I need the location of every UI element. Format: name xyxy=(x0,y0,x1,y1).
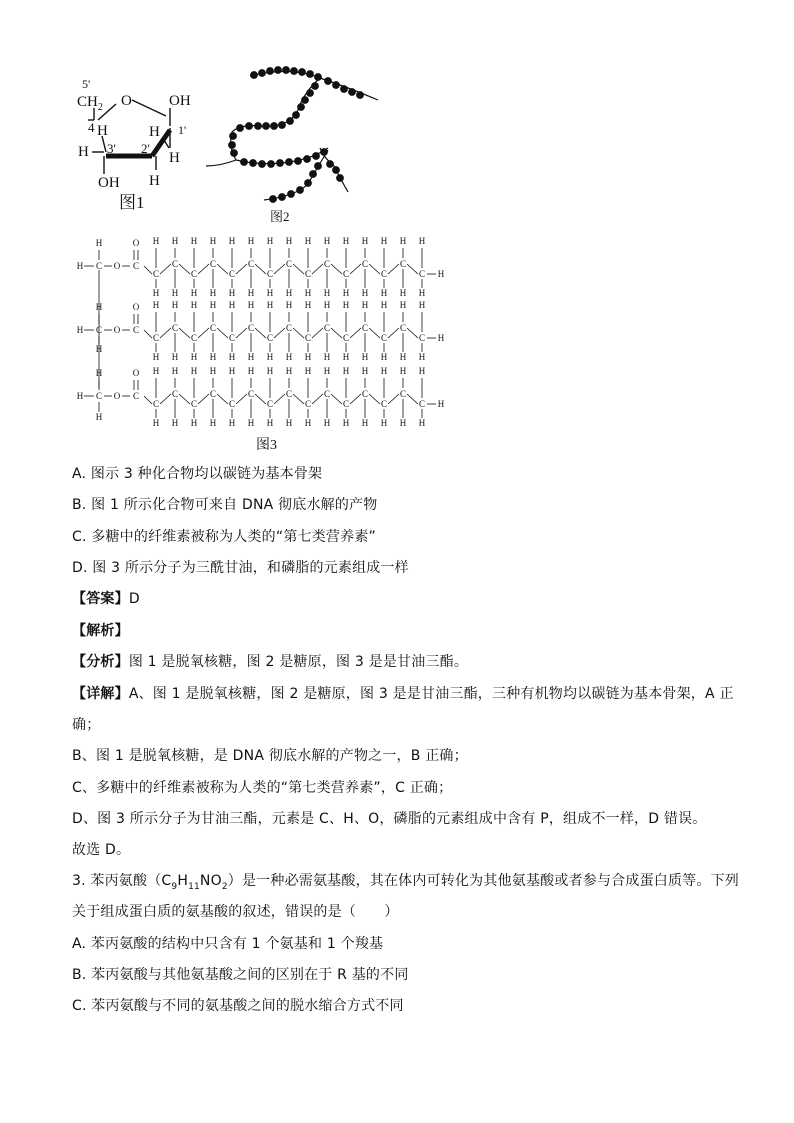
q2-option-b: B. 图 1 所示化合物可来自 DNA 彻底水解的产物 xyxy=(72,497,378,513)
chain-carbon: C xyxy=(380,333,388,343)
h-atom: H xyxy=(190,352,198,362)
chain-carbon: C xyxy=(247,389,255,399)
label-c4: 4 xyxy=(88,120,95,135)
label-oh-bottom: OH xyxy=(98,175,120,191)
q3-sub-2: 11 xyxy=(188,881,200,892)
chain-bond xyxy=(350,264,361,274)
label-c3: 3' xyxy=(107,141,116,156)
xiangjie-label: 【详解】 xyxy=(72,686,129,702)
label-h-left: H xyxy=(78,144,89,160)
q3-option-b: B. 苯丙氨酸与其他氨基酸之间的区别在于 R 基的不同 xyxy=(72,967,409,983)
chain-bond xyxy=(160,264,171,274)
chain-carbon: C xyxy=(266,399,274,409)
xiangjie-choice: 故选 D。 xyxy=(72,842,131,858)
chain-carbon: C xyxy=(209,259,217,269)
chain-bond xyxy=(179,264,190,274)
chain-carbon: C xyxy=(285,323,293,333)
answer-line xyxy=(72,588,140,608)
h-atom: H xyxy=(285,366,293,376)
chain-bond xyxy=(369,328,380,338)
h-atom: H xyxy=(152,300,160,310)
label-c2: 2' xyxy=(141,141,150,156)
chain-bond xyxy=(144,266,152,274)
h-atom: H xyxy=(171,418,179,428)
chain-bond xyxy=(350,394,361,404)
chain-carbon: C xyxy=(228,333,236,343)
figure-3-triacylglycerol xyxy=(72,234,462,454)
h-atom: H xyxy=(190,288,198,298)
h-atom: H xyxy=(95,238,103,248)
h-atom: H xyxy=(418,300,426,310)
h-atom: H xyxy=(323,288,331,298)
chain-carbon: C xyxy=(266,333,274,343)
h-atom: H xyxy=(190,418,198,428)
chain-carbon: C xyxy=(342,333,350,343)
h-atom: H xyxy=(209,366,217,376)
chain-bond xyxy=(274,328,285,338)
label-5prime: 5' xyxy=(82,77,91,91)
h-atom: H xyxy=(361,236,369,246)
h-atom: H xyxy=(76,261,84,271)
q3-mid-1: H xyxy=(177,873,189,889)
chain-bond xyxy=(255,328,266,338)
glycerol-carbon: C xyxy=(95,261,103,271)
h-atom: H xyxy=(209,288,217,298)
h-atom: H xyxy=(342,366,350,376)
chain-carbon: C xyxy=(209,323,217,333)
h-atom: H xyxy=(323,300,331,310)
h-atom: H xyxy=(418,418,426,428)
chain-bond xyxy=(179,328,190,338)
h-atom: H xyxy=(342,236,350,246)
chain-carbon: C xyxy=(152,333,160,343)
chain-carbon: C xyxy=(399,323,407,333)
chain-bond xyxy=(388,264,399,274)
h-atom: H xyxy=(304,236,312,246)
xiangjie-b: B、图 1 是脱氧核糖，是 DNA 彻底水解的产物之一，B 正确； xyxy=(72,748,468,764)
h-atom: H xyxy=(190,300,198,310)
chain-bond xyxy=(217,394,228,404)
label-h4: H xyxy=(97,123,108,139)
h-atom: H xyxy=(418,352,426,362)
h-atom: H xyxy=(95,368,103,378)
chain-bond xyxy=(274,394,285,404)
h-atom: H xyxy=(266,418,274,428)
carbonyl-oxygen: O xyxy=(132,302,140,312)
h-atom: H xyxy=(76,391,84,401)
chain-carbon: C xyxy=(304,269,312,279)
q3-sub-3: 2 xyxy=(221,881,228,892)
h-atom: H xyxy=(380,366,388,376)
h-atom: H xyxy=(361,418,369,428)
h-atom: H xyxy=(342,288,350,298)
chain-carbon: C xyxy=(399,259,407,269)
label-h2: H xyxy=(149,124,160,140)
h-atom: H xyxy=(152,418,160,428)
h-atom: H xyxy=(228,300,236,310)
fenxi-line xyxy=(72,651,468,671)
figure-1-deoxyribose xyxy=(74,74,204,214)
glycerol-carbon: C xyxy=(95,325,103,335)
figure-2-caption: 图2 xyxy=(270,209,290,224)
h-atom: H xyxy=(399,236,407,246)
h-atom: H xyxy=(418,236,426,246)
chain-bond xyxy=(198,394,209,404)
glycogen-chain-diagram xyxy=(200,66,390,216)
h-atom: H xyxy=(209,236,217,246)
chain-carbon: C xyxy=(361,389,369,399)
figure-2-glycogen xyxy=(200,66,390,226)
xiangjie-line-1 xyxy=(72,683,734,703)
h-atom: H xyxy=(190,236,198,246)
chain-bond xyxy=(160,394,171,404)
h-atom: H xyxy=(266,288,274,298)
label-ring-oxygen: O xyxy=(121,93,132,109)
q3-option-c: C. 苯丙氨酸与不同的氨基酸之间的脱水缩合方式不同 xyxy=(72,998,404,1014)
h-atom: H xyxy=(209,300,217,310)
h-atom: H xyxy=(361,366,369,376)
h-atom: H xyxy=(380,300,388,310)
h-atom: H xyxy=(304,418,312,428)
figure-1-caption: 图1 xyxy=(119,193,145,212)
chain-carbon: C xyxy=(418,269,426,279)
h-atom: H xyxy=(171,300,179,310)
fenxi-label: 【分析】 xyxy=(72,654,129,670)
chain-carbon: C xyxy=(152,269,160,279)
label-h1: H xyxy=(169,150,180,166)
chain-bond xyxy=(369,394,380,404)
h-atom: H xyxy=(323,236,331,246)
answer-value: D xyxy=(128,591,140,607)
chain-carbon: C xyxy=(152,399,160,409)
h-atom: H xyxy=(437,399,445,409)
h-atom: H xyxy=(266,236,274,246)
chain-bond xyxy=(236,328,247,338)
chain-bond xyxy=(331,328,342,338)
chain-bond xyxy=(144,330,152,338)
chain-carbon: C xyxy=(247,323,255,333)
chain-bond xyxy=(331,264,342,274)
chain-bond xyxy=(293,264,304,274)
h-atom: H xyxy=(247,352,255,362)
chain-bond xyxy=(217,328,228,338)
chain-bond xyxy=(293,328,304,338)
h-atom: H xyxy=(380,352,388,362)
h-atom: H xyxy=(95,412,103,422)
chain-bond xyxy=(312,394,323,404)
chain-bond xyxy=(312,328,323,338)
carbonyl-carbon: C xyxy=(132,261,140,271)
h-atom: H xyxy=(152,288,160,298)
q2-option-a: A. 图示 3 种化合物均以碳链为基本骨架 xyxy=(72,466,323,482)
h-atom: H xyxy=(342,352,350,362)
xiangjie-d: D、图 3 所示分子为甘油三酯，元素是 C、H、O，磷脂的元素组成中含有 P，组成不一样，D 错误。 xyxy=(72,811,707,827)
answer-label: 【答案】 xyxy=(72,591,129,607)
h-atom: H xyxy=(266,352,274,362)
chain-bond xyxy=(407,394,418,404)
chain-bond xyxy=(179,394,190,404)
h-atom: H xyxy=(228,352,236,362)
figure-3-caption: 图3 xyxy=(256,438,277,453)
h-atom: H xyxy=(95,344,103,354)
h-atom: H xyxy=(342,418,350,428)
chain-carbon: C xyxy=(209,389,217,399)
h-atom: H xyxy=(285,300,293,310)
h-atom: H xyxy=(95,302,103,312)
h-atom: H xyxy=(247,366,255,376)
ester-oxygen: O xyxy=(113,261,121,271)
h-atom: H xyxy=(380,288,388,298)
h-atom: H xyxy=(323,418,331,428)
h-atom: H xyxy=(380,236,388,246)
h-atom: H xyxy=(152,366,160,376)
chain-carbon: C xyxy=(190,269,198,279)
h-atom: H xyxy=(247,236,255,246)
h-atom: H xyxy=(171,288,179,298)
chain-bond xyxy=(236,394,247,404)
chain-bond xyxy=(160,328,171,338)
h-atom: H xyxy=(399,352,407,362)
h-atom: H xyxy=(399,418,407,428)
chain-carbon: C xyxy=(304,399,312,409)
h-atom: H xyxy=(418,366,426,376)
h-atom: H xyxy=(152,236,160,246)
chain-carbon: C xyxy=(399,389,407,399)
q2-option-c: C. 多糖中的纤维素被称为人类的“第七类营养素” xyxy=(72,529,376,545)
chain-carbon: C xyxy=(190,333,198,343)
h-atom: H xyxy=(437,269,445,279)
q3-stem-line-2: 关于组成蛋白质的氨基酸的叙述，错误的是（ ） xyxy=(72,904,399,920)
chain-carbon: C xyxy=(304,333,312,343)
chain-bond xyxy=(217,264,228,274)
chain-carbon: C xyxy=(266,269,274,279)
h-atom: H xyxy=(304,288,312,298)
carbonyl-oxygen: O xyxy=(132,368,140,378)
h-atom: H xyxy=(247,288,255,298)
h-atom: H xyxy=(304,352,312,362)
h-atom: H xyxy=(304,300,312,310)
label-oh-top: OH xyxy=(169,93,191,109)
chain-carbon: C xyxy=(418,333,426,343)
chain-bond xyxy=(198,328,209,338)
chain-bond xyxy=(388,394,399,404)
label-h-bottom: H xyxy=(149,173,160,189)
h-atom: H xyxy=(228,418,236,428)
xiangjie-text-1: A、图 1 是脱氧核糖，图 2 是糖原，图 3 是是甘油三酯，三种有机物均以碳链为基本骨架，A 正 xyxy=(128,686,734,702)
chain-bond xyxy=(407,264,418,274)
chain-carbon: C xyxy=(342,399,350,409)
h-atom: H xyxy=(247,418,255,428)
h-atom: H xyxy=(76,325,84,335)
q3-stem-pre: 3. 苯丙氨酸（C xyxy=(72,873,172,889)
chain-bond xyxy=(331,394,342,404)
h-atom: H xyxy=(285,288,293,298)
h-atom: H xyxy=(342,300,350,310)
q2-option-d: D. 图 3 所示分子为三酰甘油，和磷脂的元素组成一样 xyxy=(72,560,409,576)
h-atom: H xyxy=(152,352,160,362)
h-atom: H xyxy=(418,288,426,298)
xiangjie-line-2: 确； xyxy=(72,717,101,733)
h-atom: H xyxy=(323,366,331,376)
h-atom: H xyxy=(437,333,445,343)
chain-carbon: C xyxy=(247,259,255,269)
chain-carbon: C xyxy=(361,259,369,269)
h-atom: H xyxy=(209,352,217,362)
ester-oxygen: O xyxy=(113,325,121,335)
analysis-title: 【解析】 xyxy=(72,623,129,639)
label-ch2: $CH_2$ xyxy=(77,94,103,113)
h-atom: H xyxy=(228,236,236,246)
h-atom: H xyxy=(171,366,179,376)
chain-bond xyxy=(293,394,304,404)
chain-carbon: C xyxy=(380,399,388,409)
h-atom: H xyxy=(228,366,236,376)
xiangjie-c: C、多糖中的纤维素被称为人类的“第七类营养素”，C 正确； xyxy=(72,780,453,796)
h-atom: H xyxy=(266,366,274,376)
chain-carbon: C xyxy=(171,389,179,399)
chain-bond xyxy=(388,328,399,338)
chain-carbon: C xyxy=(323,323,331,333)
h-atom: H xyxy=(399,300,407,310)
h-atom: H xyxy=(285,236,293,246)
h-atom: H xyxy=(209,418,217,428)
ester-oxygen: O xyxy=(113,391,121,401)
h-atom: H xyxy=(190,366,198,376)
h-atom: H xyxy=(399,288,407,298)
chain-carbon: C xyxy=(323,389,331,399)
chain-carbon: C xyxy=(190,399,198,409)
fenxi-text: 图 1 是脱氧核糖，图 2 是糖原，图 3 是是甘油三酯。 xyxy=(128,654,469,670)
h-atom: H xyxy=(171,236,179,246)
h-atom: H xyxy=(171,352,179,362)
chain-carbon: C xyxy=(285,389,293,399)
h-atom: H xyxy=(361,288,369,298)
h-atom: H xyxy=(380,418,388,428)
chain-bond xyxy=(274,264,285,274)
carbonyl-carbon: C xyxy=(132,391,140,401)
chain-carbon: C xyxy=(228,269,236,279)
chain-carbon: C xyxy=(361,323,369,333)
chain-bond xyxy=(255,394,266,404)
chain-carbon: C xyxy=(323,259,331,269)
h-atom: H xyxy=(285,352,293,362)
q3-stem-post: ）是一种必需氨基酸，其在体内可转化为其他氨基酸或者参与合成蛋白质等。下列 xyxy=(227,873,739,889)
h-atom: H xyxy=(361,352,369,362)
carbonyl-oxygen: O xyxy=(132,238,140,248)
glycerol-carbon: C xyxy=(95,391,103,401)
chain-bond xyxy=(350,328,361,338)
h-atom: H xyxy=(304,366,312,376)
chain-bond xyxy=(198,264,209,274)
triacylglycerol-structure xyxy=(72,234,462,434)
h-atom: H xyxy=(285,418,293,428)
chain-bond xyxy=(407,328,418,338)
chain-bond xyxy=(144,396,152,404)
h-atom: H xyxy=(266,300,274,310)
chain-bond xyxy=(369,264,380,274)
chain-bond xyxy=(236,264,247,274)
q3-stem-line-1 xyxy=(72,870,739,892)
q3-option-a: A. 苯丙氨酸的结构中只含有 1 个氨基和 1 个羧基 xyxy=(72,936,384,952)
h-atom: H xyxy=(323,352,331,362)
q3-sub-1: 9 xyxy=(171,881,178,892)
chain-carbon: C xyxy=(171,323,179,333)
glucose-units xyxy=(229,67,364,203)
h-atom: H xyxy=(399,366,407,376)
h-atom: H xyxy=(247,300,255,310)
label-c1: 1' xyxy=(178,123,187,137)
chain-bond xyxy=(255,264,266,274)
chain-carbon: C xyxy=(380,269,388,279)
chain-carbon: C xyxy=(171,259,179,269)
q3-mid-2: NO xyxy=(199,873,222,889)
h-atom: H xyxy=(361,300,369,310)
chain-bond xyxy=(312,264,323,274)
h-atom: H xyxy=(228,288,236,298)
chain-carbon: C xyxy=(342,269,350,279)
chain-carbon: C xyxy=(285,259,293,269)
chain-carbon: C xyxy=(418,399,426,409)
chain-carbon: C xyxy=(228,399,236,409)
carbonyl-carbon: C xyxy=(132,325,140,335)
